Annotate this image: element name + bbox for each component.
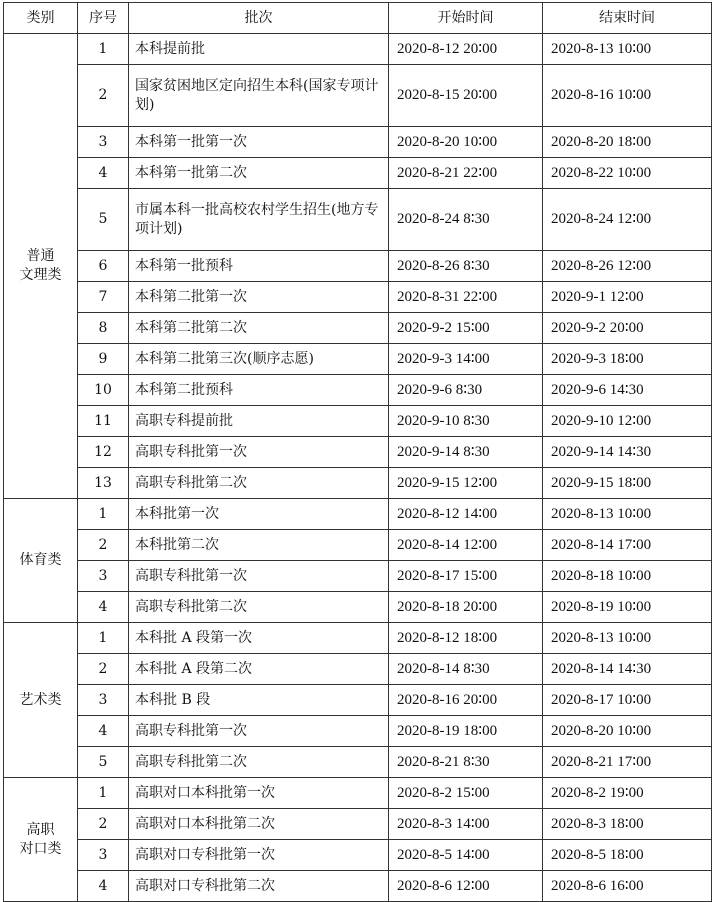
batch-cell: 本科提前批 (129, 34, 389, 65)
end-time-cell: 2020-8-20 10∶00 (543, 716, 712, 747)
start-time-cell: 2020-9-14 8∶30 (389, 437, 543, 468)
end-time-cell: 2020-8-17 10∶00 (543, 685, 712, 716)
end-time-cell: 2020-9-10 12∶00 (543, 406, 712, 437)
end-time-cell: 2020-8-16 10∶00 (543, 65, 712, 127)
table-row (4, 313, 712, 344)
header-seq: 序号 (78, 3, 129, 34)
end-time-cell: 2020-8-3 18∶00 (543, 809, 712, 840)
start-time-cell: 2020-8-26 8∶30 (389, 251, 543, 282)
end-time-cell: 2020-9-3 18∶00 (543, 344, 712, 375)
table-row (4, 468, 712, 499)
table-row (4, 716, 712, 747)
batch-cell: 本科第一批预科 (129, 251, 389, 282)
batch-cell: 本科第一批第二次 (129, 158, 389, 189)
header-batch: 批次 (129, 3, 389, 34)
start-time-cell: 2020-9-2 15∶00 (389, 313, 543, 344)
start-time-cell: 2020-8-3 14∶00 (389, 809, 543, 840)
seq-cell: 11 (78, 406, 129, 437)
table-row (4, 189, 712, 251)
table-row (4, 685, 712, 716)
start-time-cell: 2020-8-15 20∶00 (389, 65, 543, 127)
table-row (4, 127, 712, 158)
end-time-cell: 2020-9-2 20∶00 (543, 313, 712, 344)
table-row (4, 623, 712, 654)
batch-cell: 市属本科一批高校农村学生招生(地方专项计划) (129, 189, 389, 251)
end-time-cell: 2020-8-26 12∶00 (543, 251, 712, 282)
seq-cell: 2 (78, 809, 129, 840)
end-time-cell: 2020-8-22 10∶00 (543, 158, 712, 189)
seq-cell: 4 (78, 158, 129, 189)
table-row (4, 437, 712, 468)
end-time-cell: 2020-8-19 10∶00 (543, 592, 712, 623)
start-time-cell: 2020-8-12 20∶00 (389, 34, 543, 65)
start-time-cell: 2020-9-10 8∶30 (389, 406, 543, 437)
table-row (4, 809, 712, 840)
start-time-cell: 2020-8-14 8∶30 (389, 654, 543, 685)
batch-cell: 高职对口专科批第二次 (129, 871, 389, 902)
end-time-cell: 2020-9-6 14∶30 (543, 375, 712, 406)
seq-cell: 4 (78, 871, 129, 902)
seq-cell: 4 (78, 716, 129, 747)
end-time-cell: 2020-9-14 14∶30 (543, 437, 712, 468)
seq-cell: 5 (78, 189, 129, 251)
start-time-cell: 2020-8-2 15∶00 (389, 778, 543, 809)
end-time-cell: 2020-8-21 17∶00 (543, 747, 712, 778)
end-time-cell: 2020-8-24 12∶00 (543, 189, 712, 251)
seq-cell: 3 (78, 840, 129, 871)
end-time-cell: 2020-9-1 12∶00 (543, 282, 712, 313)
table-row (4, 530, 712, 561)
seq-cell: 4 (78, 592, 129, 623)
table-row (4, 375, 712, 406)
table-body (4, 34, 712, 902)
start-time-cell: 2020-8-20 10∶00 (389, 127, 543, 158)
start-time-cell: 2020-8-6 12∶00 (389, 871, 543, 902)
batch-cell: 高职专科批第二次 (129, 592, 389, 623)
seq-cell: 6 (78, 251, 129, 282)
table-row (4, 344, 712, 375)
start-time-cell: 2020-8-24 8∶30 (389, 189, 543, 251)
start-time-cell: 2020-8-19 18∶00 (389, 716, 543, 747)
batch-cell: 国家贫困地区定向招生本科(国家专项计划) (129, 65, 389, 127)
seq-cell: 2 (78, 654, 129, 685)
table-row (4, 158, 712, 189)
end-time-cell: 2020-8-13 10∶00 (543, 499, 712, 530)
batch-cell: 高职专科批第一次 (129, 561, 389, 592)
seq-cell: 8 (78, 313, 129, 344)
start-time-cell: 2020-8-14 12∶00 (389, 530, 543, 561)
start-time-cell: 2020-8-21 22∶00 (389, 158, 543, 189)
header-start: 开始时间 (389, 3, 543, 34)
end-time-cell: 2020-8-14 14∶30 (543, 654, 712, 685)
table-row (4, 499, 712, 530)
category-cell (4, 623, 78, 778)
seq-cell: 10 (78, 375, 129, 406)
seq-cell: 5 (78, 747, 129, 778)
seq-cell: 1 (78, 623, 129, 654)
schedule-table (3, 2, 712, 902)
start-time-cell: 2020-8-12 18∶00 (389, 623, 543, 654)
start-time-cell: 2020-9-15 12∶00 (389, 468, 543, 499)
start-time-cell: 2020-8-31 22∶00 (389, 282, 543, 313)
category-label: 普通 (26, 248, 55, 264)
batch-cell: 本科批第二次 (129, 530, 389, 561)
category-label: 对口类 (19, 840, 62, 857)
seq-cell: 3 (78, 561, 129, 592)
end-time-cell: 2020-8-20 18∶00 (543, 127, 712, 158)
table-row (4, 840, 712, 871)
start-time-cell: 2020-8-5 14∶00 (389, 840, 543, 871)
end-time-cell: 2020-8-13 10∶00 (543, 34, 712, 65)
seq-cell: 9 (78, 344, 129, 375)
category-label: 文理类 (19, 267, 62, 283)
end-time-cell: 2020-9-15 18∶00 (543, 468, 712, 499)
seq-cell: 7 (78, 282, 129, 313)
batch-cell: 本科第一批第一次 (129, 127, 389, 158)
batch-cell: 本科第二批预科 (129, 375, 389, 406)
category-label: 体育类 (19, 552, 62, 568)
seq-cell: 1 (78, 778, 129, 809)
start-time-cell: 2020-8-18 20∶00 (389, 592, 543, 623)
seq-cell: 3 (78, 127, 129, 158)
batch-cell: 本科第二批第一次 (129, 282, 389, 313)
end-time-cell: 2020-8-14 17∶00 (543, 530, 712, 561)
batch-cell: 本科批 B 段 (129, 685, 389, 716)
start-time-cell: 2020-9-6 8∶30 (389, 375, 543, 406)
header-end: 结束时间 (543, 3, 712, 34)
seq-cell: 3 (78, 685, 129, 716)
seq-cell: 13 (78, 468, 129, 499)
table-row (4, 65, 712, 127)
batch-cell: 本科批 A 段第一次 (129, 623, 389, 654)
end-time-cell: 2020-8-13 10∶00 (543, 623, 712, 654)
table-row (4, 747, 712, 778)
table-row (4, 282, 712, 313)
category-cell (4, 778, 78, 902)
table-row (4, 871, 712, 902)
end-time-cell: 2020-8-6 16∶00 (543, 871, 712, 902)
start-time-cell: 2020-8-17 15∶00 (389, 561, 543, 592)
table-row (4, 406, 712, 437)
start-time-cell: 2020-8-21 8∶30 (389, 747, 543, 778)
start-time-cell: 2020-8-12 14∶00 (389, 499, 543, 530)
seq-cell: 2 (78, 530, 129, 561)
batch-cell: 高职专科批第二次 (129, 747, 389, 778)
category-label: 艺术类 (19, 691, 62, 708)
batch-cell: 高职对口本科批第二次 (129, 809, 389, 840)
start-time-cell: 2020-9-3 14∶00 (389, 344, 543, 375)
start-time-cell: 2020-8-16 20∶00 (389, 685, 543, 716)
end-time-cell: 2020-8-18 10∶00 (543, 561, 712, 592)
seq-cell: 2 (78, 65, 129, 127)
table-row (4, 592, 712, 623)
seq-cell: 1 (78, 499, 129, 530)
table-row (4, 561, 712, 592)
batch-cell: 本科批第一次 (129, 499, 389, 530)
end-time-cell: 2020-8-5 18∶00 (543, 840, 712, 871)
table-row (4, 778, 712, 809)
batch-cell: 高职对口本科批第一次 (129, 778, 389, 809)
end-time-cell: 2020-8-2 19∶00 (543, 778, 712, 809)
batch-cell: 本科批 A 段第二次 (129, 654, 389, 685)
batch-cell: 高职对口专科批第一次 (129, 840, 389, 871)
header-row (4, 3, 712, 34)
batch-cell: 本科第二批第三次(顺序志愿) (129, 344, 389, 375)
seq-cell: 1 (78, 34, 129, 65)
category-cell (4, 34, 78, 499)
batch-cell: 高职专科批第一次 (129, 716, 389, 747)
table-row (4, 34, 712, 65)
table-row (4, 251, 712, 282)
batch-cell: 本科第二批第二次 (129, 313, 389, 344)
category-label: 高职 (26, 821, 55, 838)
batch-cell: 高职专科批第一次 (129, 437, 389, 468)
batch-cell: 高职专科提前批 (129, 406, 389, 437)
seq-cell: 12 (78, 437, 129, 468)
header-category: 类别 (4, 3, 78, 34)
table-row (4, 654, 712, 685)
batch-cell: 高职专科批第二次 (129, 468, 389, 499)
category-cell (4, 499, 78, 623)
